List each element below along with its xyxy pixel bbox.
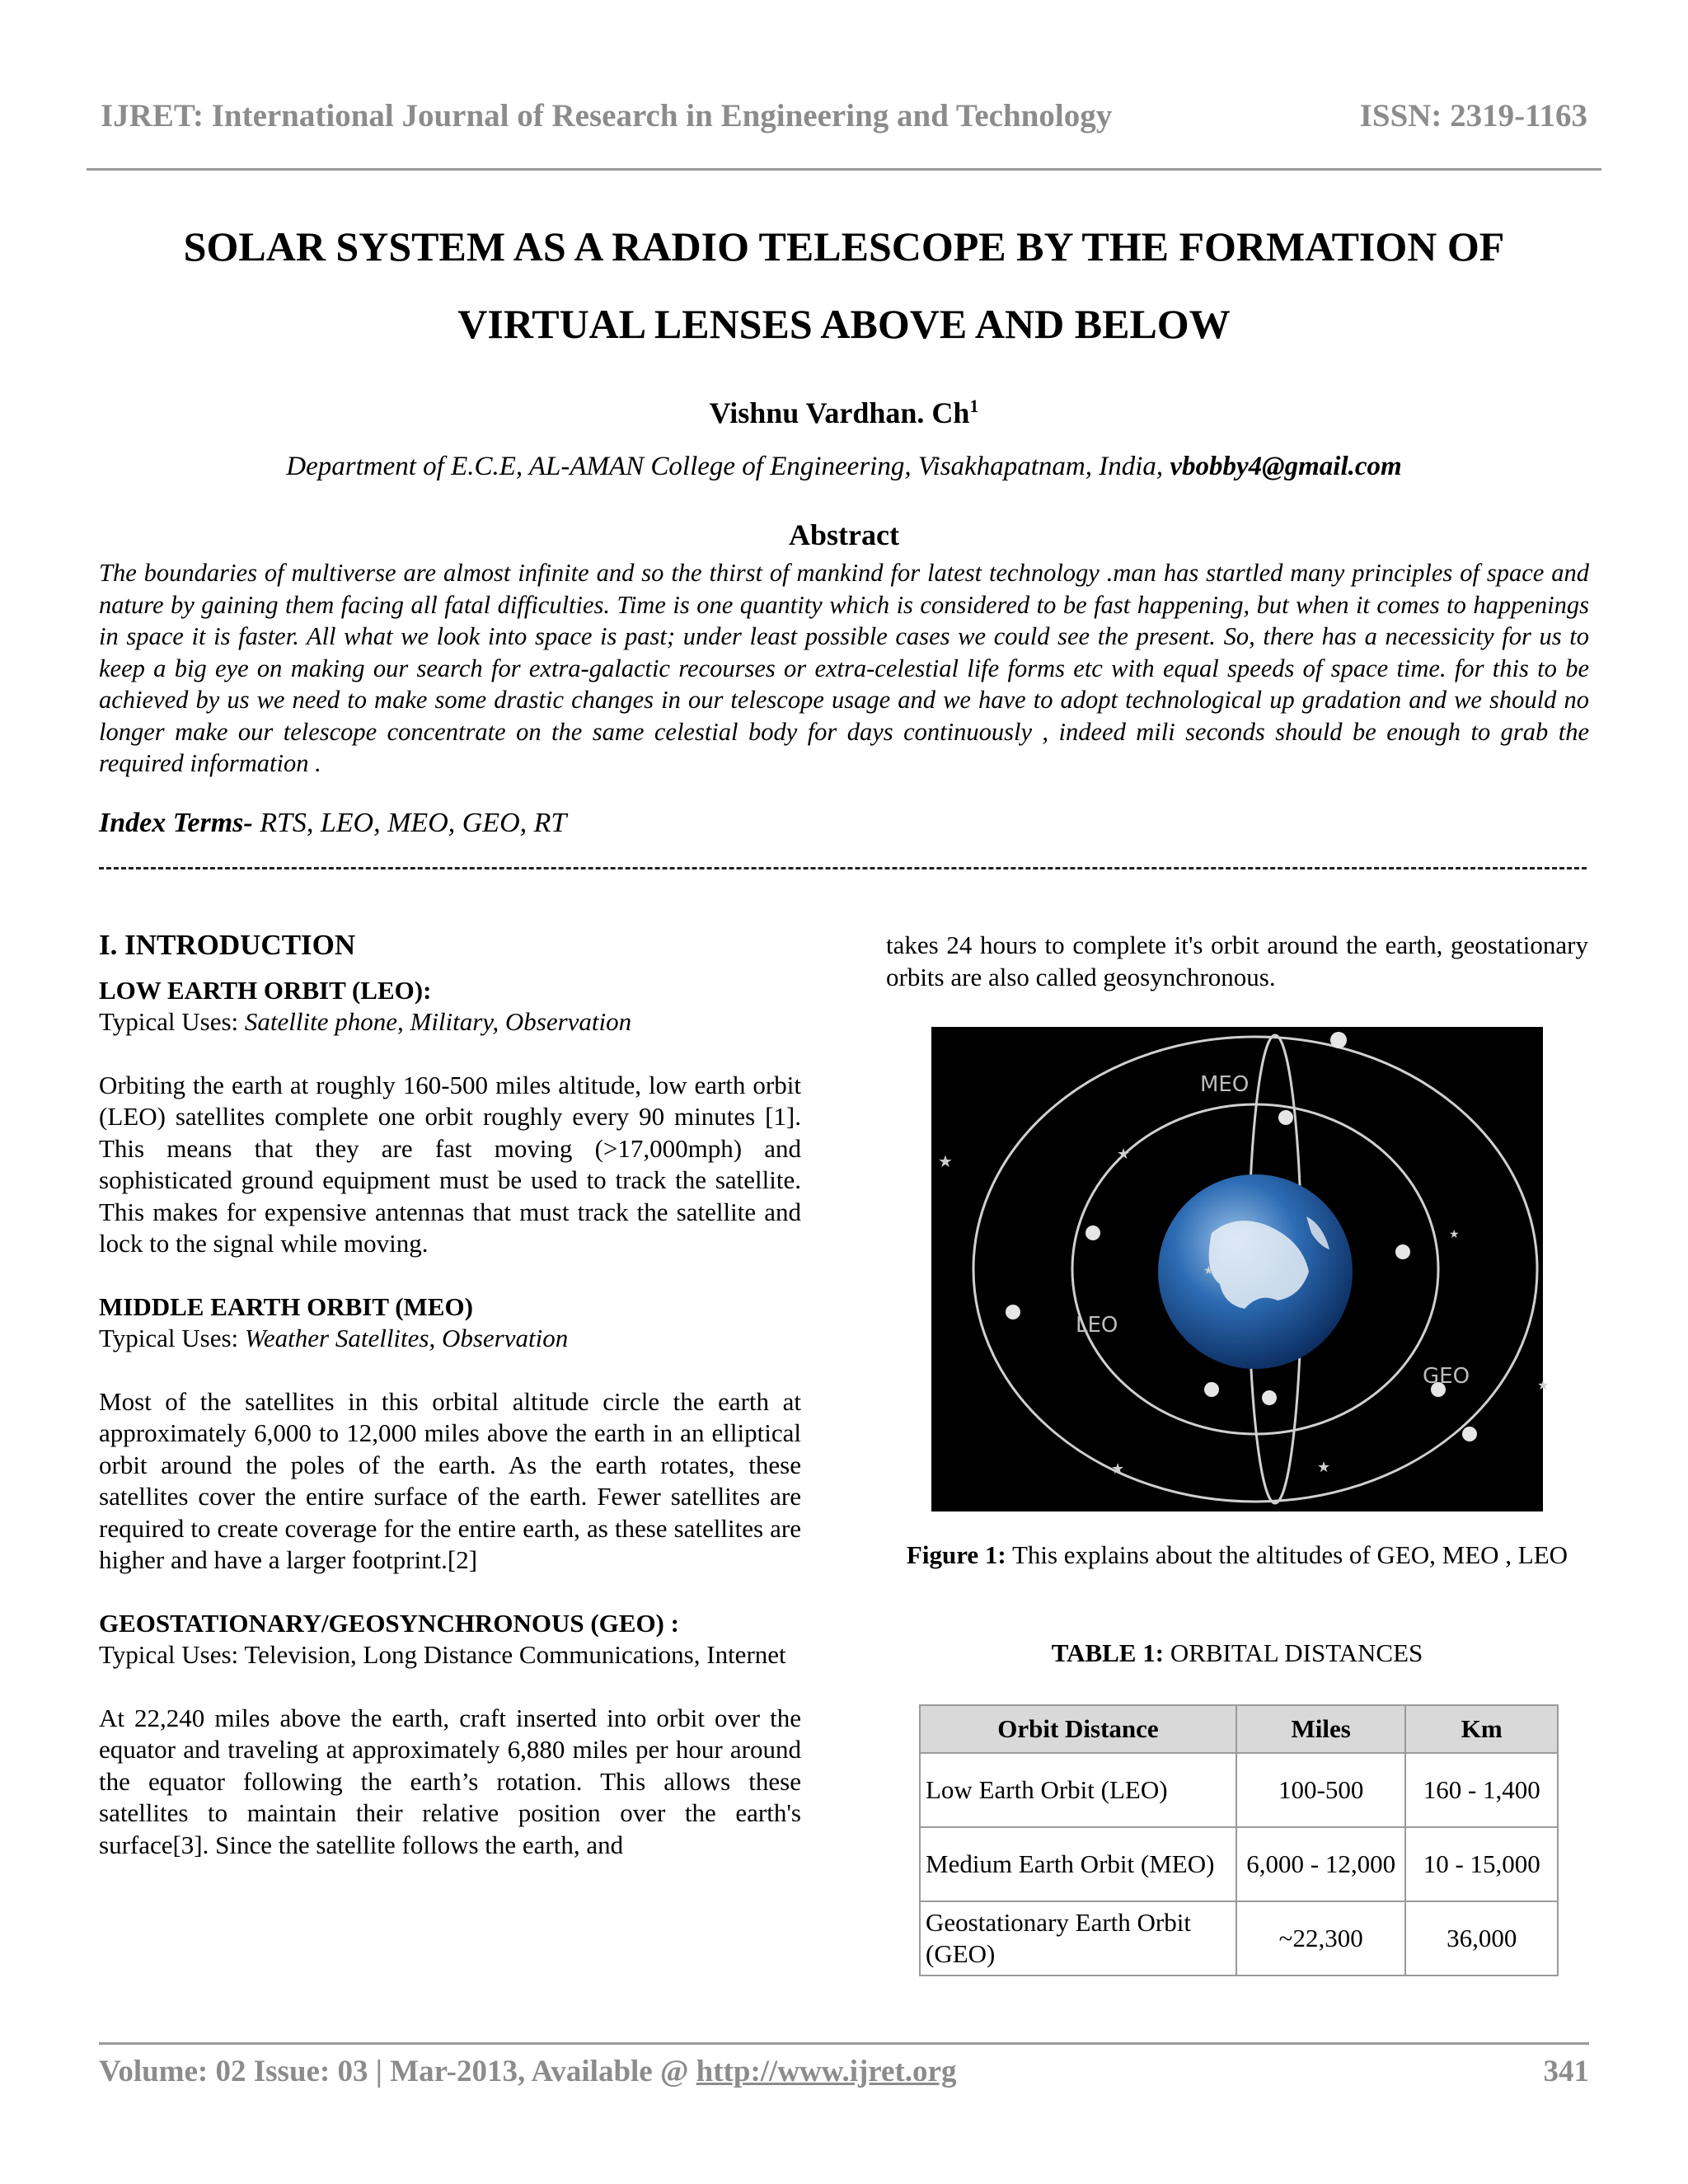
abstract-body: The boundaries of multiverse are almost infinite and so the thirst of mankind for latest technology .man has startled many principles of space and nature by gaining them facing all fatal difficulties. Time is one quantity which is considered to be fast happening, but when it comes to happenings in space it is faster. All what we look into space is past; under least possible cases we could see the present. So, there has a necessicity for us to keep a big eye on making our search for extra-galactic recourses or extra-celestial life forms etc with equal speeds of space time. for this to be achieved by us we need to make some drastic changes in our telescope usage and we have to adopt technological up gradation and we should no longer make our telescope concentrate on the same celestial body for days continuously , indeed mili seconds should be enough to grab the required information .	[99, 559, 1589, 777]
meo-label: MEO	[1200, 1072, 1250, 1097]
star-icon: ★	[1449, 1229, 1460, 1241]
author-name: Vishnu Vardhan. Ch	[709, 396, 970, 429]
star-icon: ★	[1537, 1379, 1550, 1393]
page-number: 341	[1543, 2055, 1589, 2088]
author-affiliation-mark: 1	[969, 396, 979, 416]
affiliation-text: Department of E.C.E, AL-AMAN College of Engineering, Visakhapatnam, India,	[286, 452, 1170, 481]
orbit-figure	[931, 1027, 1550, 1511]
figure-caption-label: Figure 1:	[906, 1540, 1006, 1569]
table-title	[886, 1638, 1588, 1668]
right-column	[886, 930, 1588, 993]
orbital-distances-table	[919, 1704, 1559, 1976]
table-header: Orbit Distance	[920, 1705, 1236, 1753]
left-column	[99, 930, 801, 1861]
journal-name: IJRET: International Journal of Research in Engineering and Technology	[101, 98, 1113, 134]
geo-title: GEOSTATIONARY/GEOSYNCHRONOUS (GEO) :	[99, 1608, 679, 1638]
table-title-text: ORBITAL DISTANCES	[1164, 1638, 1423, 1667]
satellite-icon	[1085, 1226, 1100, 1240]
table-row	[920, 1901, 1558, 1975]
header-divider	[87, 168, 1601, 171]
table-cell: Low Earth Orbit (LEO)	[920, 1753, 1236, 1827]
leo-uses-value: Satellite phone, Military, Observation	[244, 1007, 632, 1036]
satellite-icon	[1330, 1032, 1347, 1048]
meo-title: MIDDLE EARTH ORBIT (MEO)	[99, 1291, 473, 1321]
abstract-heading: Abstract	[789, 518, 899, 551]
index-terms-label: Index Terms-	[99, 808, 253, 838]
satellite-icon	[1262, 1390, 1277, 1405]
leo-body: Orbiting the earth at roughly 160-500 miles altitude, low earth orbit (LEO) satellites complete one orbit roughly every 90 minutes [1]. This means that they are fast moving (>17,000mph) and sophisticated ground equipment must be used to track the satellite. This makes for expensive antennas that must track the satellite and lock to the signal while moving.	[99, 1070, 801, 1258]
meo-uses-value: Weather Satellites, Observation	[244, 1324, 569, 1352]
table-cell: 36,000	[1405, 1901, 1558, 1975]
satellite-icon	[1204, 1382, 1219, 1397]
leo-uses	[99, 1006, 801, 1038]
meo-uses-label: Typical Uses:	[99, 1324, 245, 1352]
star-icon: ★	[938, 1153, 953, 1171]
orbit-diagram	[931, 1027, 1550, 1511]
leo-title: LOW EARTH ORBIT (LEO):	[99, 975, 432, 1005]
section-title: I. INTRODUCTION	[99, 929, 356, 961]
author	[0, 396, 1688, 430]
footer-info	[99, 2054, 956, 2089]
table-cell: 160 - 1,400	[1405, 1753, 1558, 1827]
figure-caption	[886, 1540, 1588, 1571]
index-terms	[99, 808, 566, 839]
table-cell: 6,000 - 12,000	[1236, 1827, 1406, 1901]
star-icon: ★	[1203, 1265, 1214, 1277]
table-cell: 10 - 15,000	[1405, 1827, 1558, 1901]
journal-link[interactable]: http://www.ijret.org	[696, 2055, 957, 2088]
affiliation	[0, 452, 1688, 482]
table-cell: Geostationary Earth Orbit (GEO)	[920, 1901, 1236, 1975]
table-row	[920, 1753, 1558, 1827]
issn: ISSN: 2319-1163	[1359, 98, 1587, 134]
meo-uses	[99, 1323, 801, 1355]
satellite-icon	[1395, 1244, 1410, 1259]
star-icon: ★	[1117, 1146, 1131, 1162]
meo-body: Most of the satellites in this orbital altitude circle the earth at approximately 6,000 to 12,000 miles above the earth in an elliptical orbit around the poles of the earth. As the earth rotates, these satellites cover the entire surface of the earth. Fewer satellites are required to create coverage for the entire earth, as these satellites are higher and have a larger footprint.[2]	[99, 1386, 801, 1574]
table-cell: ~22,300	[1236, 1901, 1406, 1975]
geo-label: GEO	[1423, 1364, 1470, 1389]
footer-volume: Volume: 02 Issue: 03 | Mar-2013, Available @	[99, 2055, 696, 2088]
star-icon: ★	[1317, 1459, 1331, 1475]
geo-uses: Typical Uses: Television, Long Distance Communications, Internet	[99, 1640, 786, 1669]
table-row	[920, 1827, 1558, 1901]
table-header-row	[920, 1705, 1558, 1753]
title-line-1: SOLAR SYSTEM AS A RADIO TELESCOPE BY THE FORMATION OF	[183, 223, 1505, 269]
leo-uses-label: Typical Uses:	[99, 1007, 245, 1036]
footer-divider	[99, 2042, 1589, 2045]
table-header: Km	[1405, 1705, 1558, 1753]
table-cell: 100-500	[1236, 1753, 1406, 1827]
table-header: Miles	[1236, 1705, 1406, 1753]
satellite-icon	[1006, 1305, 1020, 1319]
title-line-2: VIRTUAL LENSES ABOVE AND BELOW	[457, 301, 1231, 347]
satellite-icon	[1462, 1427, 1477, 1441]
satellite-icon	[1278, 1110, 1293, 1125]
table-cell: Medium Earth Orbit (MEO)	[920, 1827, 1236, 1901]
geo-continuation: takes 24 hours to complete it's orbit around the earth, geostationary orbits are also called geosynchronous.	[886, 930, 1588, 991]
leo-label: LEO	[1076, 1313, 1118, 1338]
author-email[interactable]: vbobby4@gmail.com	[1170, 452, 1402, 481]
index-terms-value: RTS, LEO, MEO, GEO, RT	[252, 808, 567, 838]
table-title-label: TABLE 1:	[1051, 1638, 1165, 1667]
star-icon: ★	[1111, 1460, 1125, 1477]
geo-body: At 22,240 miles above the earth, craft inserted into orbit over the equator and traveling at approximately 6,880 miles per hour around the equator following the earth’s rotation. This allows these satellites to maintain their relative position over the earth's surface[3]. Since the satellite follows the earth, and	[99, 1703, 801, 1859]
paper-title	[91, 208, 1597, 363]
figure-caption-text: This explains about the altitudes of GEO, MEO , LEO	[1006, 1540, 1568, 1569]
dashed-divider	[99, 867, 1587, 869]
